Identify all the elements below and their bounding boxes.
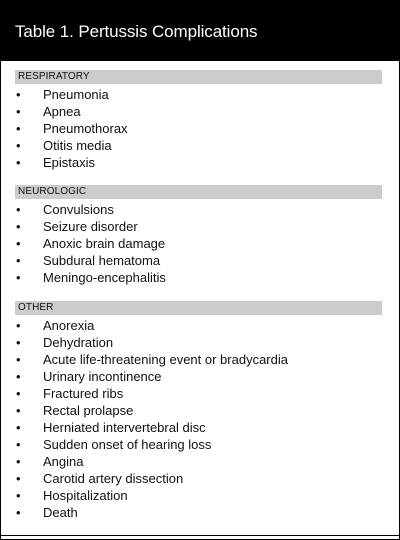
item-label: Fractured ribs (43, 386, 124, 401)
list-item (15, 334, 382, 351)
list-item (15, 368, 382, 385)
item-label: Death (43, 505, 78, 520)
bullet: • (16, 87, 21, 102)
bullet: • (16, 471, 21, 486)
item-label: Carotid artery dissection (43, 471, 184, 486)
list-item (15, 487, 382, 504)
bullet: • (16, 420, 21, 435)
bottom-rule (1, 535, 399, 536)
bullet: • (16, 369, 21, 384)
item-label: Pneumothorax (43, 121, 128, 136)
list-item (15, 218, 382, 235)
bullet: • (16, 219, 21, 234)
list-item (15, 317, 382, 334)
item-label: Urinary incontinence (43, 369, 162, 384)
item-label: Anorexia (43, 318, 95, 333)
list-item (15, 201, 382, 218)
list-item (15, 436, 382, 453)
bullet: • (16, 202, 21, 217)
bullet: • (16, 437, 21, 452)
item-label: Hospitalization (43, 488, 128, 503)
item-label: Apnea (43, 104, 81, 119)
bullet: • (16, 104, 21, 119)
bullet: • (16, 270, 21, 285)
list-item (15, 120, 382, 137)
item-label: Angina (43, 454, 84, 469)
section-header: NEUROLOGIC (15, 185, 382, 199)
section-respiratory (15, 70, 382, 171)
bullet: • (16, 253, 21, 268)
list-item (15, 269, 382, 286)
list-item (15, 504, 382, 521)
section-header: OTHER (15, 301, 382, 315)
section-neurologic (15, 185, 382, 286)
item-label: Epistaxis (43, 155, 96, 170)
item-label: Convulsions (43, 202, 114, 217)
list-item (15, 154, 382, 171)
bullet: • (16, 155, 21, 170)
item-label: Pneumonia (43, 87, 109, 102)
bullet: • (16, 386, 21, 401)
bullet: • (16, 505, 21, 520)
item-label: Herniated intervertebral disc (43, 420, 206, 435)
list-item (15, 402, 382, 419)
item-label: Meningo-encephalitis (43, 270, 166, 285)
list-item (15, 103, 382, 120)
list-item (15, 351, 382, 368)
list-item (15, 235, 382, 252)
bullet: • (16, 352, 21, 367)
list-item (15, 419, 382, 436)
section-header: RESPIRATORY (15, 70, 382, 84)
item-label: Rectal prolapse (43, 403, 134, 418)
list-item (15, 137, 382, 154)
list-item (15, 86, 382, 103)
item-label: Dehydration (43, 335, 114, 350)
bullet: • (16, 121, 21, 136)
list-item (15, 470, 382, 487)
bullet: • (16, 335, 21, 350)
bullet: • (16, 403, 21, 418)
item-label: Seizure disorder (43, 219, 138, 234)
item-label: Otitis media (43, 138, 112, 153)
section-other (15, 301, 382, 521)
bullet: • (16, 318, 21, 333)
item-label: Anoxic brain damage (43, 236, 166, 251)
table-title: Table 1. Pertussis Complications (1, 1, 399, 61)
item-label: Subdural hematoma (43, 253, 161, 268)
bullet: • (16, 138, 21, 153)
bullet: • (16, 488, 21, 503)
list-item (15, 453, 382, 470)
item-label: Sudden onset of hearing loss (43, 437, 212, 452)
item-label: Acute life-threatening event or bradycardia (43, 352, 288, 367)
list-item (15, 385, 382, 402)
bullet: • (16, 236, 21, 251)
list-item (15, 252, 382, 269)
bullet: • (16, 454, 21, 469)
